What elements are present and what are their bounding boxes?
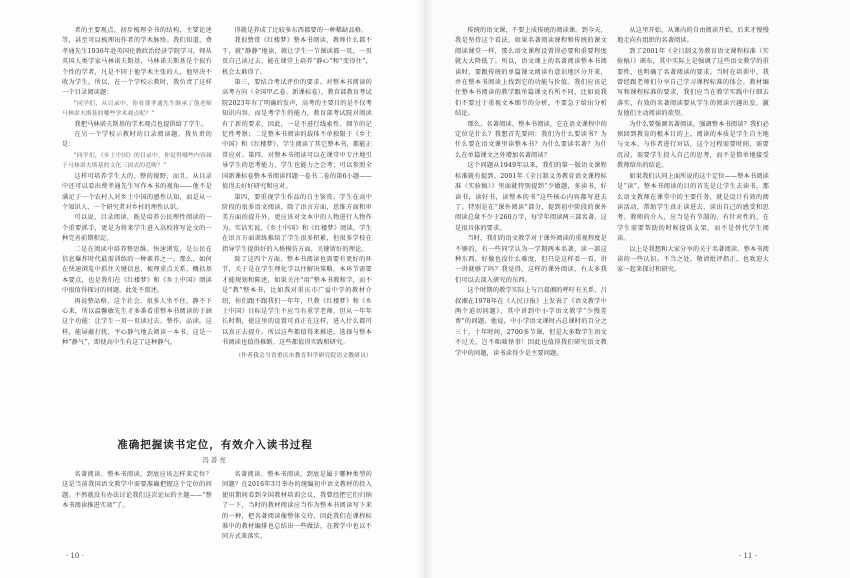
paragraph: 二是在阅读中培养整思维。快速浏览，是公民在信息爆炸时代最需训练的一种素养之一。那么，如何在快速浏览中抓住关键信息，梳理重点关系，概括基本要点，也是我们在《红楼梦》和《乡土中国》阅读中很值得探讨的问题。此处不赘述。 (62, 245, 212, 295)
right-page-column-1 (455, 26, 607, 546)
left-page-column-3 (62, 470, 212, 544)
paragraph: 名著阅读、整本书阅读，到底应该怎样来定位？这是当前我国语文教学中需要准确把握这个定位的问题。不然就没有办法讨论我们这次论坛的主题——“整本书阅读推进实效”了。 (62, 471, 212, 510)
left-page-column-4 (222, 470, 372, 544)
right-page (425, 0, 850, 578)
paragraph: 为什么要强调名著阅读，强调整本书阅读？我们必须回到教育的根本目的上。阅读的本质是学生自主地与文本、与作者进行对话，这个过程需要时间，需要沉浸，需要学生投入自己的思考，而不是简单地接受教师给出的结论。 (617, 120, 769, 170)
paragraph: 我把马林诺夫斯基的学术观点也提供给了学生。 (74, 120, 208, 128)
paragraph: 可以说，目录阅读，既是培养公民理性阅读的一个重要抓手，更是为将来学生进入高校将写论文的一种完善前期积淀。 (62, 214, 212, 243)
paragraph: 以上是我想和大家分享的关于名著阅读、整本书阅读的一些认识。不当之处，敬请批评指正，也欢迎大家一起来探讨和研究。 (617, 245, 769, 274)
article-author: 冯善亮 (202, 456, 228, 464)
paragraph: 那么，名著阅读、整本书阅读，它在语文课程中的定位是什么？我想首先要问：我们为什么要读书？为什么要在语文课里读整本书？为什么要读名著？为什么在单篇课文之外增加名著阅读？ (455, 120, 607, 159)
quoted-question: “同学们，从目录中，你看费孝通先生继承了他老师马林诺夫斯基的哪些学术观点呢？” (62, 100, 212, 118)
paragraph: 第三，要结合考试评价的要求。对整本书阅读的高考方向（全国甲乙卷、新课标卷），教育部教育考试院2023年有了明确的发声，高考的主要目的是不仅考知识内容，而是考学生的能力，教育部考试院对阅读有了新的要求，因此，一是不进行线索性、细节的记忆性考察；二是整本书阅读的载体不单独限于《乡土中国》和《红楼梦》，学生阅读了其它整本书，都能正常应对。第四，对整本书阅读可以在课堂中专注地引导学生的思考能力，学生也能力之会考；可以参照全国新课标卷整本书阅读四题一卷书二卷的第6小题——值得去好好研究和应对。 (222, 79, 372, 191)
paragraph: 在另一个学校示教时的目录阅读题，我负责的是： (62, 131, 212, 149)
right-page-number: · 11 · (739, 552, 757, 560)
paragraph: 者的主要观点，初步梳理全书的结构、主要论述等，甚至可以梳理出作者的学术脉络。我们知道，费孝通先生1936年赴英国伦敦政治经济学院学习，师从英国人类学家马林诺夫斯基，马林诺夫斯基是个很有个性的学者，凡是不同于他学术主张的人，他坚决不收为学生。所以，在一个学校示教时，我负责了这样一个目录阅读题： (62, 27, 212, 97)
paragraph: 再说整品格。这个社会，很多人坐不住，静不下心来，所以温馨敏先生才多番看重整本书阅读的于涵这个功能：让学生一页一页读过去，整作，品读。这样，能屏蔽打扰，平心静气地去阅读一本书，这是一种“静气”，即使高中生有这了这种静气， (62, 297, 212, 347)
article-title: 准确把握读书定位，有效介入读书过程 (117, 439, 313, 451)
paragraph: 除了这四个方面，整本书阅读也需要有更好的环节，关于是在学生理化学以往解决策略，本环节需要才能规划和陈述，如果关注“用”整本书教和学，而不是“教”整本书，比如我对重庆市广益中学的教材介绍，你们跟不跟我们一年年，只教《红楼梦》和《乡土中国》目标是学生不应当有重学老师，但从一年年长时期，使这里的设置可真正在这样，进入什么都可以真正去提升。所以这些都值得来推进，选择与整本书阅读也值得推断，这些都值得实践和研究。 (222, 255, 372, 347)
left-page-number: · 10 · (66, 552, 84, 560)
paragraph: 我很赞赏《红楼梦》整本书阅读，教师什么都不干，就“静静”地读，就让学生一节课读都一页，一页页自己读过去，能在课堂上培养“静心”和“变得住”，机会太难得了。 (222, 37, 372, 76)
paragraph: 第四，要重视学生作品的自主鉴赏。学生在高中阶段的很多语文阅读，除了语言方面，思维方面和审美方面的提升外，更应该对文本中的人物进行入物作为。实话实说，《乡土中国》和《红楼梦》阅读，学生在语言方面训练推给了学生很多积累，但很多学校在指导学生提供好的入格模仿方面，关键留好的理论。 (222, 193, 372, 253)
paragraph: 这样可培养学生大的、整的视野，而且，从目录中还可以看出费孝通先生写作本书的视角——他不是满足于一个农村人对乡土中国的感性认知，而是从一个知识人、一个研究者对乡村的理性认识。 (62, 172, 212, 211)
right-page-column-2 (617, 26, 769, 546)
left-page-column-1 (62, 26, 212, 426)
paragraph: 当时，我们的语文教学对于课外阅读的重视程度是不够的，有一些同学认为一学期两本名著，读一部这种东西，好像也没什么难度，但只是这样看一看，讲一讲就够了吗？我觉得，这样的课外阅读，有太多我们可以去深入研究的东西。 (455, 235, 607, 284)
book-gutter (416, 0, 434, 578)
paragraph: 这个问题从1949年以来，我们的第一版语文课程标准就有提到。2001年《全日制义务教育语文课程标准（实验稿）》里面就特别提到“少做题，多读书，好读书，读好书，读整本的书”这些核心内容都写进去了。特别是在“课外阅读”部分，提到初中阶段的课外阅读总量不少于260万字，每学年阅读两三部名著，这是很具体的要求。 (455, 162, 607, 232)
paragraph: 得就是养成了比较多东西都要的一种稀缺品格。 (234, 27, 368, 34)
paragraph: 如果我们认同上面所说的这个定位——整本书阅读是“读”，整本书阅读的目的首先是让学生去读书，那么语文教师在课堂中的主要任务，就是设计有效的阅读活动，帮助学生真正读进去，读出自己的感受和思考。教师的介入，应当是有节制的、有针对性的，在学生需要帮助的时候提供支架，而不是替代学生阅读。 (617, 172, 769, 243)
paragraph: 到了2001年《全日制义务教育语文课程标准（实验稿）》颁布，其中实际上是强调了这些语文教学的重要性，也明确了名著阅读的要求。当时在培训中，我曾经跟老师们分享自己学习课程标准的体会。教材编写和课程标准的要求，我们应当在教学实践中仔细去落实，有效的名著阅读要从学生的阅读兴趣出发，激发他们主动阅读的欲望。 (617, 47, 769, 118)
paragraph: 传统的语文课，不要上成传统的阅读课。到今天，我是坚持这个看法，如果名著阅读课程和传统的课文阅读课堂一样，那么语文课程设置得必要和重要程度就大大降低了。所以，语文课上的名著阅读整本书阅读时，要跟传统的单篇课文阅读有意识地区分开来，并在整本书阅读上找到它的功能与价值。我们应该记住整本书阅读的教学跟单篇课文有所不同，比如说我们不要过于重视文本细节的分析，不要急于给出分析结论。 (455, 27, 607, 118)
paragraph: 这个时期的教学实际上与吕叔湘的呼吁有关系，吕叔湘在1978年在《人民日报》上发表了《语文教学中两个迫切问题》，其中讲到中小学语文教学“少慢差费”的问题，他说，中小学语文课时占总课时的百分之三十，十年时间，2700多节课，但是大多数学生语文不过关，岂不咄咄怪事！因此也值得我们研究语文教学中的问题，读书读得少是主要问题。 (455, 287, 607, 357)
quoted-question: “同学们，《乡土中国》的目录中，你觉得哪些内容属于马林诺夫斯基的文化三因式的范畴？” (62, 152, 212, 170)
paragraph: 名著阅读、整本书阅读，到底是属于哪种类型的问题？在2016年3月举办的统编初中语文教材的投入使用期间看到全国教材培训会议，我曾经把它们归纳了一下，当时的教材阅读应当作为整本书阅读写下来的一种，把名著阅读像整体交待，因此我们在课程标准中的教材编排也总结出一些做法，在教学中也以不同方式来落实。 (222, 471, 372, 541)
left-page-column-2 (222, 26, 372, 426)
paragraph: 从这里开始，从课内的自由阅读开始，后来才慢慢地走向有组织的名著阅读。 (617, 27, 769, 45)
author-note: （作者我会当省重庆市教育科学研究院语文教研员） (235, 352, 372, 359)
